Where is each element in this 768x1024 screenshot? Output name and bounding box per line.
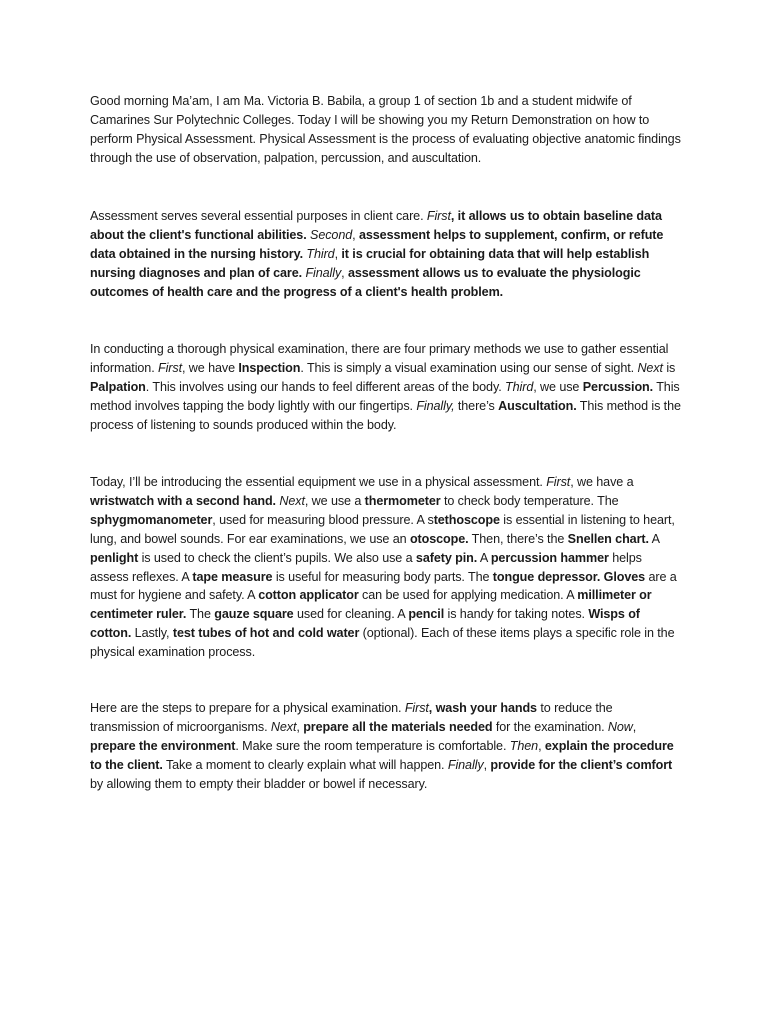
text-run: is handy for taking notes. (444, 607, 589, 622)
bold-text: Auscultation. (498, 398, 577, 413)
bold-text: cotton applicator (258, 588, 359, 603)
italic-text: Third (306, 246, 335, 261)
italic-text: Next (270, 719, 297, 734)
text-run: there’s (454, 398, 499, 413)
bold-text: test tubes of hot and cold water (172, 626, 360, 641)
bold-text: Inspection (238, 360, 301, 375)
text-run: (optional). Each of these items plays a specific role in the physical examination process. (90, 626, 675, 660)
text-run: can be used for applying medication. A (358, 588, 578, 603)
equipment-paragraph (90, 473, 682, 662)
italic-text: Finally, (416, 398, 455, 413)
text-run: A (648, 531, 660, 546)
text-run: . Make sure the room temperature is comfortable. (235, 738, 510, 753)
text-run: is essential in listening to heart, lung, and bowel sounds. For ear examinations, we use an (90, 512, 675, 546)
text-run: , we use (533, 379, 583, 394)
text-run: for the examination. (492, 719, 608, 734)
text-run: Good morning Ma’am, I am Ma. Victoria B. Babila, a group 1 of section 1b and a student midwife of Camarines Sur Polytechnic Colleges. Today I will be showing you my Return Demonstration on how to perform Physical Assessment. Physical Assessment is the process of evaluating objective anatomic findings through the use of observation, palpation, percussion, and auscultation. (90, 94, 681, 165)
text-run: , (352, 227, 359, 242)
text-run: to reduce the transmission of microorganisms. (90, 701, 613, 734)
text-run: , we use a (304, 493, 365, 508)
text-run: Then, there’s the (468, 531, 568, 546)
text-run: is useful for measuring body parts. The (272, 569, 493, 584)
bold-text: penlight (90, 550, 139, 565)
text-run: , we have a (570, 475, 634, 489)
italic-text: Next (279, 493, 305, 508)
bold-text: assessment helps to supplement, confirm, or refute data obtained in the nursing history. (90, 227, 664, 261)
text-run: Today, I’ll be introducing the essential equipment we use in a physical assessment. (90, 475, 547, 489)
text-run: A (477, 550, 491, 565)
italic-text: First (546, 475, 571, 489)
text-run: helps assess reflexes. A (90, 550, 642, 584)
text-run: , (632, 719, 637, 734)
bold-text: otoscope. (409, 531, 469, 546)
text-run: This method is the process of listening to sounds produced within the body. (90, 398, 681, 432)
intro-paragraph (90, 92, 682, 168)
italic-text: Now (607, 719, 633, 734)
italic-text: Finally (447, 757, 484, 772)
text-run: This method involves tapping the body lightly with our fingertips. (90, 379, 680, 413)
bold-text: Wisps of cotton. (90, 607, 640, 641)
bold-text: Snellen chart. (567, 531, 649, 546)
text-run: by allowing them to empty their bladder or bowel if necessary. (90, 776, 428, 791)
text-run: Take a moment to clearly explain what will happen. (162, 757, 448, 772)
text-run: , (341, 265, 348, 280)
bold-text: percussion hammer (490, 550, 609, 565)
bold-text: , wash your hands (428, 701, 537, 715)
bold-text: tape measure (192, 569, 273, 584)
italic-text: First (404, 701, 429, 715)
bold-text: gauze square (214, 607, 294, 622)
examination-methods-paragraph (90, 340, 682, 435)
assessment-purposes-paragraph (90, 207, 682, 302)
bold-text: Percussion. (582, 379, 654, 394)
text-run: . This is simply a visual examination using our sense of sight. (300, 360, 638, 375)
italic-text: First (426, 209, 451, 223)
italic-text: Next (637, 360, 663, 375)
bold-text: tongue depressor. Gloves (492, 569, 646, 584)
text-run: is used to check the client’s pupils. We also use a (138, 550, 416, 565)
bold-text: it is crucial for obtaining data that will help establish nursing diagnoses and plan of care. (90, 246, 650, 280)
text-run: The (186, 607, 215, 622)
bold-text: explain the procedure to the client. (90, 738, 674, 772)
bold-text: millimeter or centimeter ruler. (90, 588, 652, 622)
text-run: , used for measuring blood pressure. A s (212, 512, 434, 527)
italic-text: Finally (305, 265, 342, 280)
bold-text: provide for the client’s comfort (490, 757, 673, 772)
bold-text: wristwatch with a second hand. (90, 493, 276, 508)
italic-text: Then (509, 738, 539, 753)
italic-text: First (158, 360, 182, 375)
bold-text: assessment allows us to evaluate the physiologic outcomes of health care and the progress of a client's health problem. (90, 265, 641, 299)
text-run: Assessment serves several essential purposes in client care. (90, 209, 427, 223)
text-run: Lastly, (131, 626, 173, 641)
bold-text: , it allows us to obtain baseline data about the client's functional abilities. (90, 209, 662, 242)
text-run: , (334, 246, 342, 261)
italic-text: Third (505, 379, 534, 394)
bold-text: sphygmomanometer (90, 512, 213, 527)
preparation-steps-paragraph (90, 699, 682, 794)
bold-text: prepare all the materials needed (303, 719, 493, 734)
bold-text: pencil (408, 607, 445, 622)
text-run: , (483, 757, 491, 772)
text-run: used for cleaning. A (293, 607, 409, 622)
text-run: , (538, 738, 545, 753)
bold-text: Palpation (90, 379, 146, 394)
italic-text: Second (310, 227, 353, 242)
bold-text: thermometer (364, 493, 441, 508)
bold-text: tethoscope (433, 512, 500, 527)
text-run: Here are the steps to prepare for a physical examination. (90, 701, 405, 715)
bold-text: safety pin. (415, 550, 478, 565)
text-run: are a must for hygiene and safety. A (90, 569, 677, 603)
text-run: , we have (181, 360, 239, 375)
text-run: to check body temperature. The (440, 493, 619, 508)
text-run: . This involves using our hands to feel different areas of the body. (145, 379, 506, 394)
text-run: , (296, 719, 304, 734)
text-run: In conducting a thorough physical examination, there are four primary methods we use to gather essential information. (90, 342, 669, 375)
bold-text: prepare the environment (90, 738, 236, 753)
text-run: is (662, 360, 676, 375)
